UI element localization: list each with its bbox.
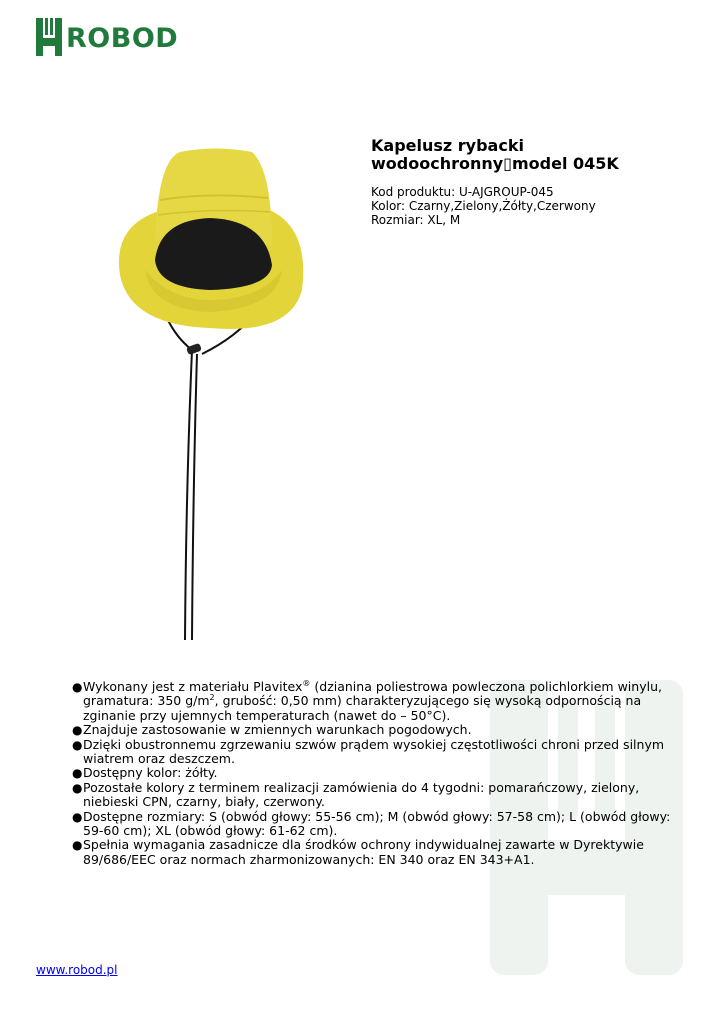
feature-item: ● Znajduje zastosowanie w zmiennych warunkach pogodowych.: [72, 722, 472, 738]
product-image: [100, 140, 315, 650]
product-title-line2: wodoochronny▯model 045K: [371, 154, 619, 173]
bullet-icon: ●: [72, 838, 83, 853]
feature-list: [72, 680, 672, 867]
robod-logo: [36, 18, 196, 58]
website-link[interactable]: www.robod.pl: [36, 963, 118, 977]
bullet-icon: ●: [72, 723, 83, 738]
product-title-line1: Kapelusz rybacki: [371, 136, 524, 155]
product-sizes: Rozmiar: XL, M: [371, 213, 461, 227]
brand-name: ROBOD: [66, 23, 179, 54]
product-meta: [371, 185, 701, 227]
bullet-icon: ●: [72, 737, 83, 752]
product-title: [371, 137, 701, 173]
feature-item: ● Pozostałe kolory z terminem realizacji zamówienia do 4 tygodni: pomarańczowy, zielony, niebieski CPN, czarny, biały, czerwony.: [72, 779, 640, 810]
bullet-icon: ●: [72, 809, 83, 824]
feature-item: ● Dostępne rozmiary: S (obwód głowy: 55-56 cm); M (obwód głowy: 57-58 cm); L (obwód głowy: 59-60 cm); XL (obwód głowy: 61-62 cm).: [72, 808, 671, 839]
bullet-icon: ●: [72, 766, 83, 781]
product-code: Kod produktu: U-AJGROUP-045: [371, 185, 554, 199]
product-colors: Kolor: Czarny,Zielony,Żółty,Czerwony: [371, 199, 596, 213]
bullet-icon: ●: [72, 780, 83, 795]
feature-item: ● Wykonany jest z materiału Plavitex® (dzianina poliestrowa powleczona polichlorkiem winylu, gramatura: 350 $g/m^2$, grubość: 0,50 mm) charakteryzującego się wysoką odpornością na zginanie przy ujemnych temperaturach (nawet do – 50°C).: [72, 678, 662, 723]
feature-item: ● Dostępny kolor: żółty.: [72, 765, 218, 781]
feature-item: ● Spełnia wymagania zasadnicze dla środków ochrony indywidualnej zawarte w Dyrektywie 89/686/EEC oraz normach zharmonizowanych: EN 340 oraz EN 343+A1.: [72, 837, 644, 867]
feature-item: ● Dzięki obustronnemu zgrzewaniu szwów prądem wysokiej częstotliwości chroni przed silnym wiatrem oraz deszczem.: [72, 736, 665, 767]
bullet-icon: ●: [72, 680, 83, 694]
robod-logo-icon: [36, 18, 62, 56]
